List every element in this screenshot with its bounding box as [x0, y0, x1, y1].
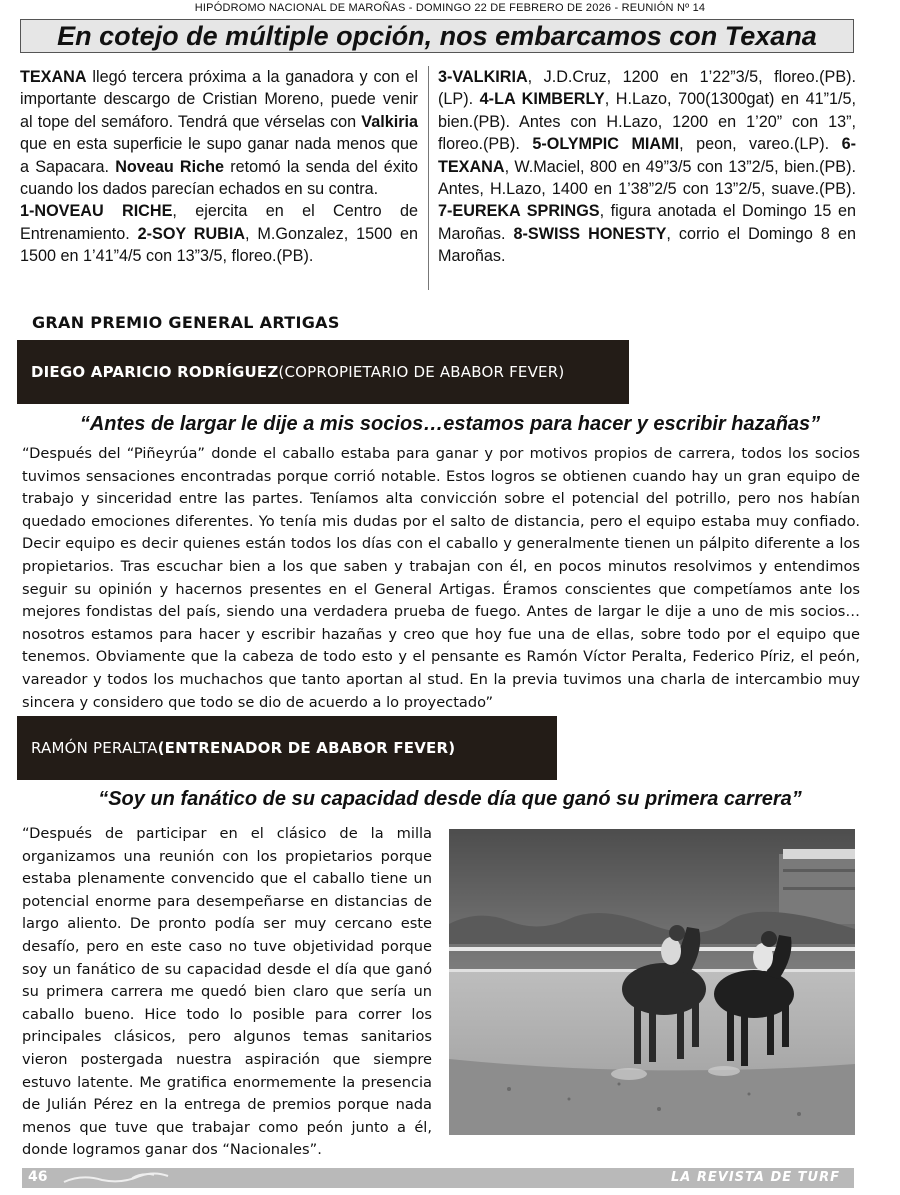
interviewee-name: DIEGO APARICIO RODRÍGUEZ [31, 363, 279, 381]
horse-logo-icon [62, 1170, 172, 1186]
interviewee-banner [17, 716, 557, 780]
interviewee-role: (ENTRENADOR DE ABABOR FEVER) [157, 739, 456, 757]
right-column-text: 3-VALKIRIA, J.D.Cruz, 1200 en 1’22”3/5, floreo.(PB).(LP). 4-LA KIMBERLY, H.Lazo, 700(1300gat) en 41”1/5, bien.(PB). Antes con H.Lazo, 1200 en 1’20” con 13”, floreo.(PB). 5-OLYMPIC MIAMI, peon, vareo.(LP). 6-TEXANA, W.Maciel, 800 en 49”3/5 con 13”2/5, bien.(PB). Antes, H.Lazo, 1400 en 1’38”2/5 con 13”2/5, suave.(PB). 7-EUREKA SPRINGS, figura anotada el Domingo 15 en Maroñas. 8-SWISS HONESTY, corrio el Domingo 8 en Maroñas. [438, 68, 857, 266]
entry-name: 2-SOY RUBIA [137, 224, 246, 243]
horse-name: Noveau Riche [115, 157, 225, 176]
page-number: 46 [28, 1169, 48, 1185]
entry-name: 6-TEXANA [438, 135, 856, 176]
entry-name: 8-SWISS HONESTY [513, 224, 667, 243]
interviewee-banner [17, 340, 629, 404]
column-divider [428, 66, 429, 290]
interviewee-role: (COPROPIETARIO DE ABABOR FEVER) [278, 363, 565, 381]
interview-body: “Después de participar en el clásico de la milla organizamos una reunión con los propietarios porque estaba plenamente convencido que el caballo tiene un potencial enorme para desempeñarse en distancias de largo aliento. De pronto podía ser muy cercano este desafío, pero en este caso no tuve objetividad porque soy un fanático de su capacidad desde el día que ganó su primera carrera me quedó bien claro que sería un caballo bueno. Hice todo lo posible para correr los principales clásicos, pero algunos temas sanitarios vieron postergada nuestra aspiración que siempre estuvo latente. Me gratifica enormemente la presencia de Julián Pérez en la entrega de premios porque nada menos que tuve que trabajar como peón junto a él, donde logramos ganar dos “Nacionales”. [22, 825, 432, 1159]
horse-name: TEXANA [20, 68, 87, 86]
entry-name: 1-NOVEAU RICHE [20, 202, 173, 221]
entry-name: 4-LA KIMBERLY [479, 90, 605, 109]
entry-name: 7-EUREKA SPRINGS [438, 202, 600, 221]
entry-name: 5-OLYMPIC MIAMI [532, 135, 680, 154]
headline: En cotejo de múltiple opción, nos embarcamos con Texana [20, 19, 854, 53]
entry-name: 3-VALKIRIA [438, 68, 528, 86]
pull-quote: “Antes de largar le dije a mis socios…estamos para hacer y escribir hazañas” [79, 413, 821, 435]
page-footer [22, 1168, 854, 1188]
pull-quote: “Soy un fanático de su capacidad desde día que ganó su primera carrera” [98, 788, 802, 810]
interview-body: “Después del “Piñeyrúa” donde el caballo estaba para ganar y por motivos propios de carrera, todos los socios tuvimos sensaciones encontradas porque corrió notable. Estos logros se obtienen cuando hay un gran equipo de trabajo y sinceridad entre las partes. Teníamos alta convicción sobre el potencial del potrillo, pero nos habían quedado emociones diferentes. Yo tenía mis dudas por el salto de distancia, pero el equipo estaba muy confiado. Decir equipo es decir quienes están todos los días con el caballo y generalmente tienen un pálpito diferente a los propietarios. Tras escuchar bien a los que saben y trabajan con él, en pocos minutos resolvimos y entendimos seguir su opinión y hacernos presentes en el General Artigas. Éramos conscientes que competíamos ante los mejores fondistas del país, siendo una verdadera prueba de fuego. Antes de largar le dije a uno de mis socios…nosotros estamos para hacer y escribir hazañas y creo que hoy fue una de ellas, sobre todo por el equipo que tenemos. Obviamente que la cabeza de todo esto y el pensante es Ramón Víctor Peralta, Federico Píriz, el peón, vareador y todos los muchachos que tanto aportan al stud. En la previa tuvimos una charla de intercambio muy sincera y considero que todo se dio de acuerdo a lo proyectado” [22, 445, 860, 711]
magazine-name: LA REVISTA DE TURF [671, 1170, 840, 1185]
horse-name: Valkiria [361, 112, 418, 131]
section-title: GRAN PREMIO GENERAL ARTIGAS [32, 313, 340, 332]
interviewee-name: RAMÓN PERALTA [31, 739, 158, 757]
left-column-text: TEXANA llegó tercera próxima a la ganadora y con el importante descargo de Cristian Moreno, puede venir al tope del semáforo. Tendrá que vérselas con Valkiria que en esta superficie le supo ganar nada menos que a Sapacara. Noveau Riche retomó la senda del éxito cuando los dados parecían echados en su contra. 1-NOVEAU RICHE, ejercita en el Centro de Entrenamiento. 2-SOY RUBIA, M.Gonzalez, 1500 en 1500 en 1’41”4/5 con 13”3/5, floreo.(PB). [20, 68, 418, 266]
race-photo [449, 829, 855, 1135]
issue-header-line: HIPÓDROMO NACIONAL DE MAROÑAS - DOMINGO 22 DE FEBRERO DE 2026 - REUNIÓN Nº 14 [194, 2, 706, 14]
